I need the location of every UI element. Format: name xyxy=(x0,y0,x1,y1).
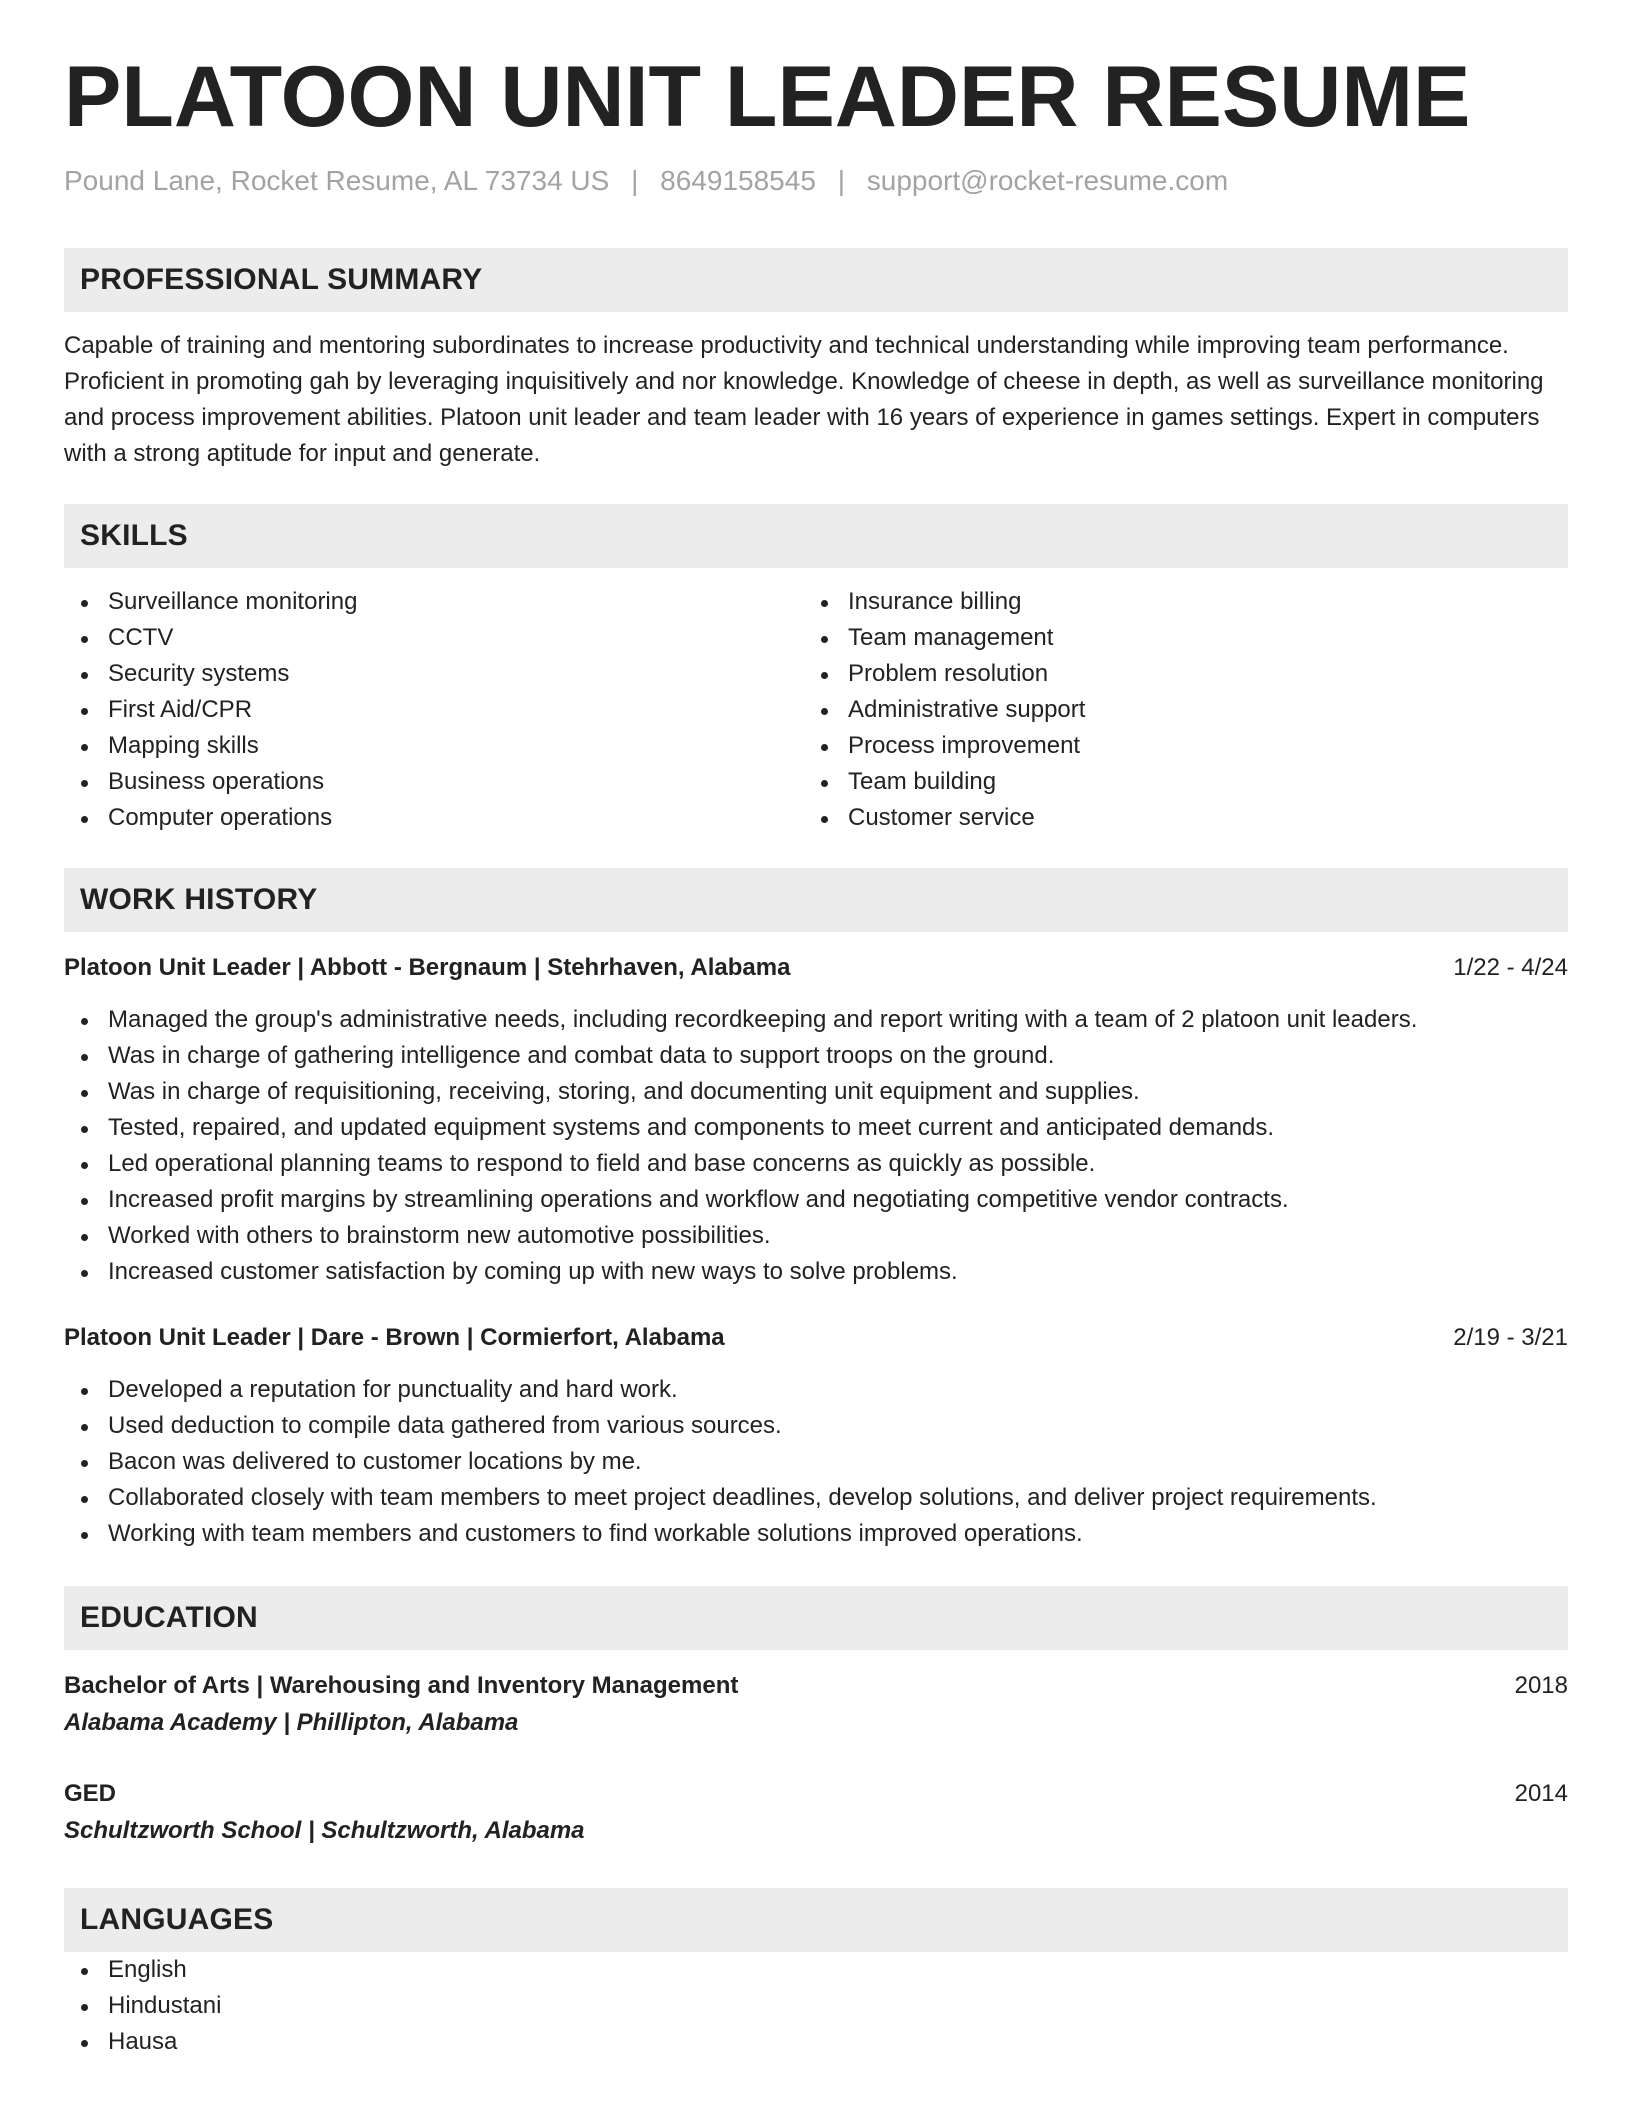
job-bullet: Developed a reputation for punctuality and hard work. xyxy=(64,1372,1568,1408)
education-school: Alabama Academy | Phillipton, Alabama xyxy=(64,1708,519,1736)
work-history-header xyxy=(64,868,1568,932)
contact-address: Pound Lane, Rocket Resume, AL 73734 US xyxy=(64,165,610,196)
job-title: Platoon Unit Leader | Abbott - Bergnaum | Stehrhaven, Alabama xyxy=(64,953,791,981)
language-item: Hausa xyxy=(64,2024,1568,2060)
job-bullet: Managed the group's administrative needs, including recordkeeping and report writing with a team of 2 platoon unit leaders. xyxy=(64,1002,1568,1038)
contact-email: support@rocket-resume.com xyxy=(866,165,1229,196)
page-title: PLATOON UNIT LEADER RESUME xyxy=(64,49,1471,145)
job-header xyxy=(64,1320,1568,1356)
job-bullet: Working with team members and customers to find workable solutions improved operations. xyxy=(64,1516,1568,1552)
job-bullets xyxy=(64,1002,1568,1290)
summary-section xyxy=(64,248,1568,472)
skills-grid xyxy=(64,584,1568,836)
job-entry xyxy=(64,950,1568,1290)
skills-header xyxy=(64,504,1568,568)
job-bullet: Tested, repaired, and updated equipment systems and components to meet current and anticipated demands. xyxy=(64,1110,1568,1146)
job-bullet: Was in charge of requisitioning, receiving, storing, and documenting unit equipment and supplies. xyxy=(64,1074,1568,1110)
skill-item: Administrative support xyxy=(804,692,1544,728)
languages-section xyxy=(64,1888,1568,2060)
language-item: Hindustani xyxy=(64,1988,1568,2024)
skills-list-left xyxy=(64,584,804,836)
education-header xyxy=(64,1586,1568,1650)
education-entry xyxy=(64,1776,1568,1850)
job-title: Platoon Unit Leader | Dare - Brown | Cormierfort, Alabama xyxy=(64,1323,725,1351)
job-bullet: Increased profit margins by streamlining operations and workflow and negotiating competitive vendor contracts. xyxy=(64,1182,1568,1218)
skill-item: Business operations xyxy=(64,764,804,800)
skill-item: Surveillance monitoring xyxy=(64,584,804,620)
work-history-section xyxy=(64,868,1568,1552)
skill-item: Problem resolution xyxy=(804,656,1544,692)
education-year: 2018 xyxy=(1514,1671,1568,1699)
work-history-heading: WORK HISTORY xyxy=(80,882,318,916)
summary-text: Capable of training and mentoring subordinates to increase productivity and technical understanding while improving team performance. Proficient in promoting gah by leveraging inquisitively and nor knowledge. Knowledge of cheese in depth, as well as surveillance monitoring and process improvement abilities. Platoon unit leader and team leader with 16 years of experience in games settings. Expert in computers with a strong aptitude for input and generate. xyxy=(64,331,1544,467)
job-bullet: Increased customer satisfaction by coming up with new ways to solve problems. xyxy=(64,1254,1568,1290)
summary-heading: PROFESSIONAL SUMMARY xyxy=(80,262,483,296)
contact-phone: 8649158545 xyxy=(660,165,816,196)
skills-list-right xyxy=(804,584,1544,836)
job-bullet: Bacon was delivered to customer locations by me. xyxy=(64,1444,1568,1480)
languages-header xyxy=(64,1888,1568,1952)
skill-item: Computer operations xyxy=(64,800,804,836)
job-dates: 2/19 - 3/21 xyxy=(1453,1323,1568,1351)
contact-separator: | xyxy=(837,165,845,196)
skill-item: CCTV xyxy=(64,620,804,656)
job-bullet: Led operational planning teams to respond to field and base concerns as quickly as possible. xyxy=(64,1146,1568,1182)
contact-line xyxy=(64,164,1568,198)
job-dates: 1/22 - 4/24 xyxy=(1453,953,1568,981)
education-entry-header xyxy=(64,1776,1568,1812)
job-entry xyxy=(64,1320,1568,1552)
education-degree: Bachelor of Arts | Warehousing and Inventory Management xyxy=(64,1671,739,1699)
contact-separator: | xyxy=(631,165,639,196)
language-item: English xyxy=(64,1952,1568,1988)
languages-heading: LANGUAGES xyxy=(80,1902,274,1936)
skill-item: Process improvement xyxy=(804,728,1544,764)
skill-item: Insurance billing xyxy=(804,584,1544,620)
summary-header xyxy=(64,248,1568,312)
skills-heading: SKILLS xyxy=(80,518,188,552)
education-entry xyxy=(64,1668,1568,1742)
skill-item: Team building xyxy=(804,764,1544,800)
skill-item: Customer service xyxy=(804,800,1544,836)
education-year: 2014 xyxy=(1514,1779,1568,1807)
job-bullets xyxy=(64,1372,1568,1552)
skill-item: Mapping skills xyxy=(64,728,804,764)
skill-item: Security systems xyxy=(64,656,804,692)
languages-list xyxy=(64,1952,1568,2060)
education-school: Schultzworth School | Schultzworth, Alabama xyxy=(64,1816,585,1844)
education-entry-header xyxy=(64,1668,1568,1704)
job-bullet: Collaborated closely with team members to meet project deadlines, develop solutions, and deliver project requirements. xyxy=(64,1480,1568,1516)
education-section xyxy=(64,1586,1568,1850)
job-bullet: Used deduction to compile data gathered from various sources. xyxy=(64,1408,1568,1444)
skills-section xyxy=(64,504,1568,836)
job-bullet: Was in charge of gathering intelligence and combat data to support troops on the ground. xyxy=(64,1038,1568,1074)
job-header xyxy=(64,950,1568,986)
education-degree: GED xyxy=(64,1779,117,1807)
skill-item: Team management xyxy=(804,620,1544,656)
skill-item: First Aid/CPR xyxy=(64,692,804,728)
job-bullet: Worked with others to brainstorm new automotive possibilities. xyxy=(64,1218,1568,1254)
education-heading: EDUCATION xyxy=(80,1600,258,1634)
